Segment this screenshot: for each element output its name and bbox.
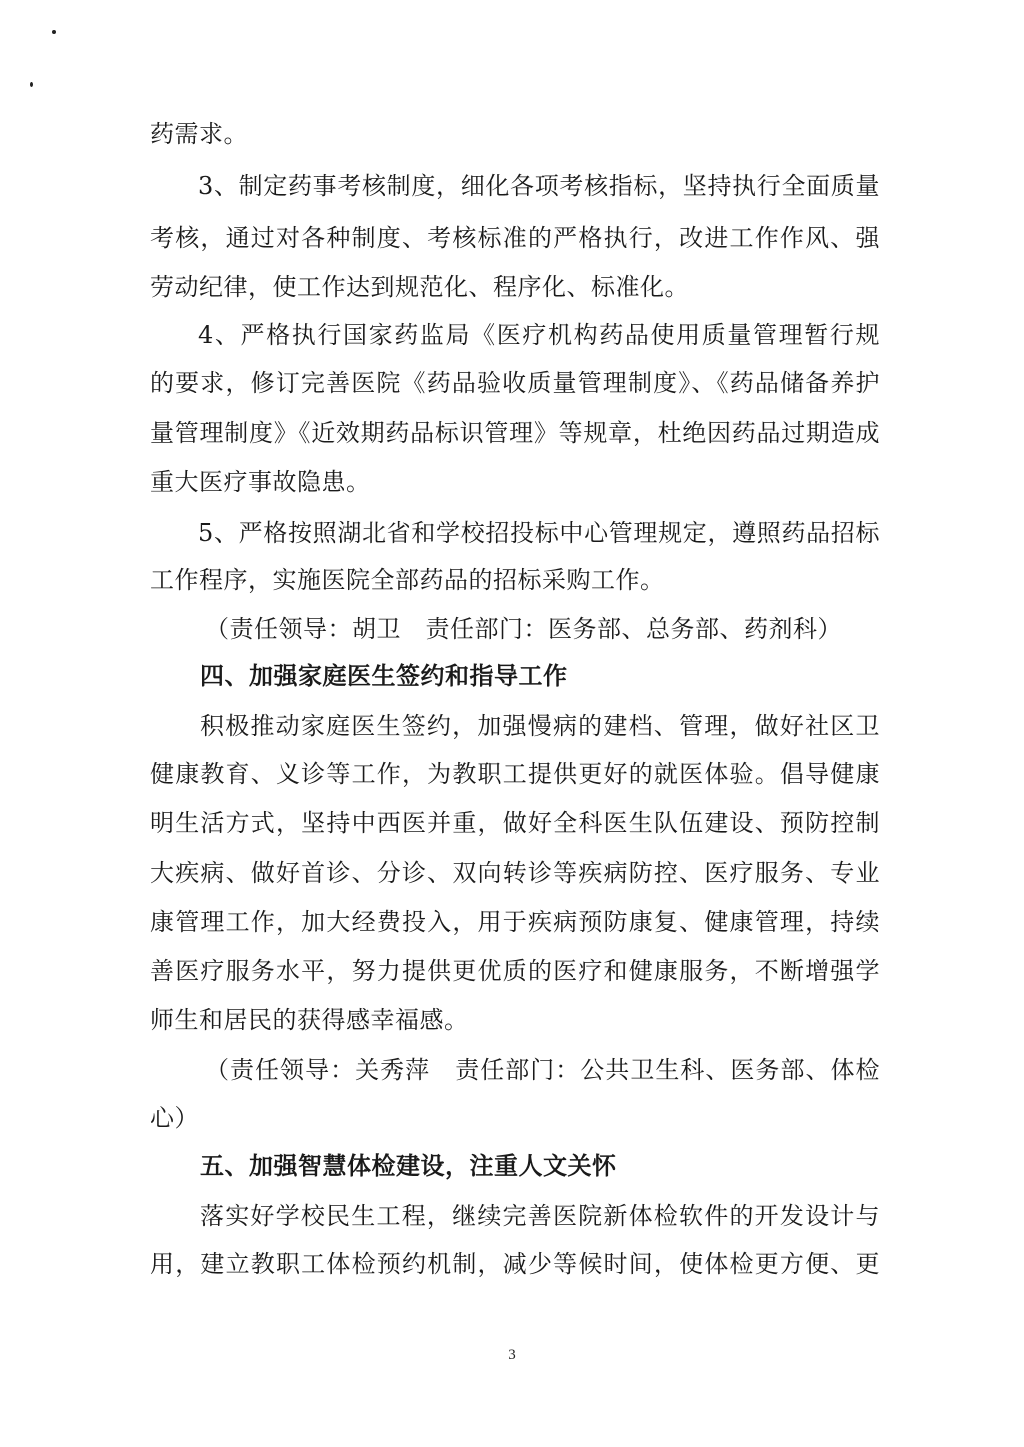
text-line: 量管理制度》《近效期药品标识管理》等规章，杜绝因药品过期造成	[150, 419, 880, 447]
text-line: 劳动纪律，使工作达到规范化、程序化、标准化。	[150, 273, 689, 301]
text-line: 工作程序，实施医院全部药品的招标采购工作。	[150, 566, 665, 594]
scan-speck	[30, 82, 33, 87]
scan-speck	[52, 30, 56, 34]
text-line: 健康教育、义诊等工作，为教职工提供更好的就医体验。倡导健康	[150, 760, 880, 788]
responsibility-note: （责任领导：关秀萍 责任部门：公共卫生科、医务部、体检	[205, 1056, 880, 1084]
text-line: 的要求，修订完善医院《药品验收质量管理制度》、《药品储备养护	[150, 369, 880, 397]
section-heading-5: 五、加强智慧体检建设，注重人文关怀	[200, 1151, 617, 1180]
text-line: 用，建立教职工体检预约机制，减少等候时间，使体检更方便、更	[150, 1250, 880, 1278]
page-number: 3	[508, 1347, 516, 1363]
paragraph-item-5-start: 5、严格按照湖北省和学校招投标中心管理规定，遵照药品招标	[198, 519, 880, 547]
text-line: 师生和居民的获得感幸福感。	[150, 1006, 469, 1034]
paragraph-start: 落实好学校民生工程，继续完善医院新体检软件的开发设计与	[200, 1202, 880, 1230]
paragraph-item-3-start: 3、制定药事考核制度，细化各项考核指标，坚持执行全面质量	[198, 172, 880, 200]
text-line: 康管理工作，加大经费投入，用于疾病预防康复、健康管理，持续	[150, 908, 880, 936]
text-line: 重大医疗事故隐患。	[150, 468, 371, 496]
paragraph-start: 积极推动家庭医生签约，加强慢病的建档、管理，做好社区卫	[200, 712, 880, 740]
text-line: 大疾病、做好首诊、分诊、双向转诊等疾病防控、医疗服务、专业	[150, 859, 880, 887]
text-line: 考核，通过对各种制度、考核标准的严格执行，改进工作作风、强	[150, 224, 880, 252]
text-line: 心）	[150, 1104, 199, 1132]
text-line: 明生活方式，坚持中西医并重，做好全科医生队伍建设、预防控制	[150, 809, 880, 837]
responsibility-note: （责任领导：胡卫 责任部门：医务部、总务部、药剂科）	[205, 615, 842, 643]
section-heading-4: 四、加强家庭医生签约和指导工作	[200, 661, 568, 690]
text-line: 善医疗服务水平，努力提供更优质的医疗和健康服务，不断增强学	[150, 957, 880, 985]
text-line: 药需求。	[150, 120, 248, 148]
paragraph-item-4-start: 4、严格执行国家药监局《医疗机构药品使用质量管理暂行规	[198, 321, 880, 349]
